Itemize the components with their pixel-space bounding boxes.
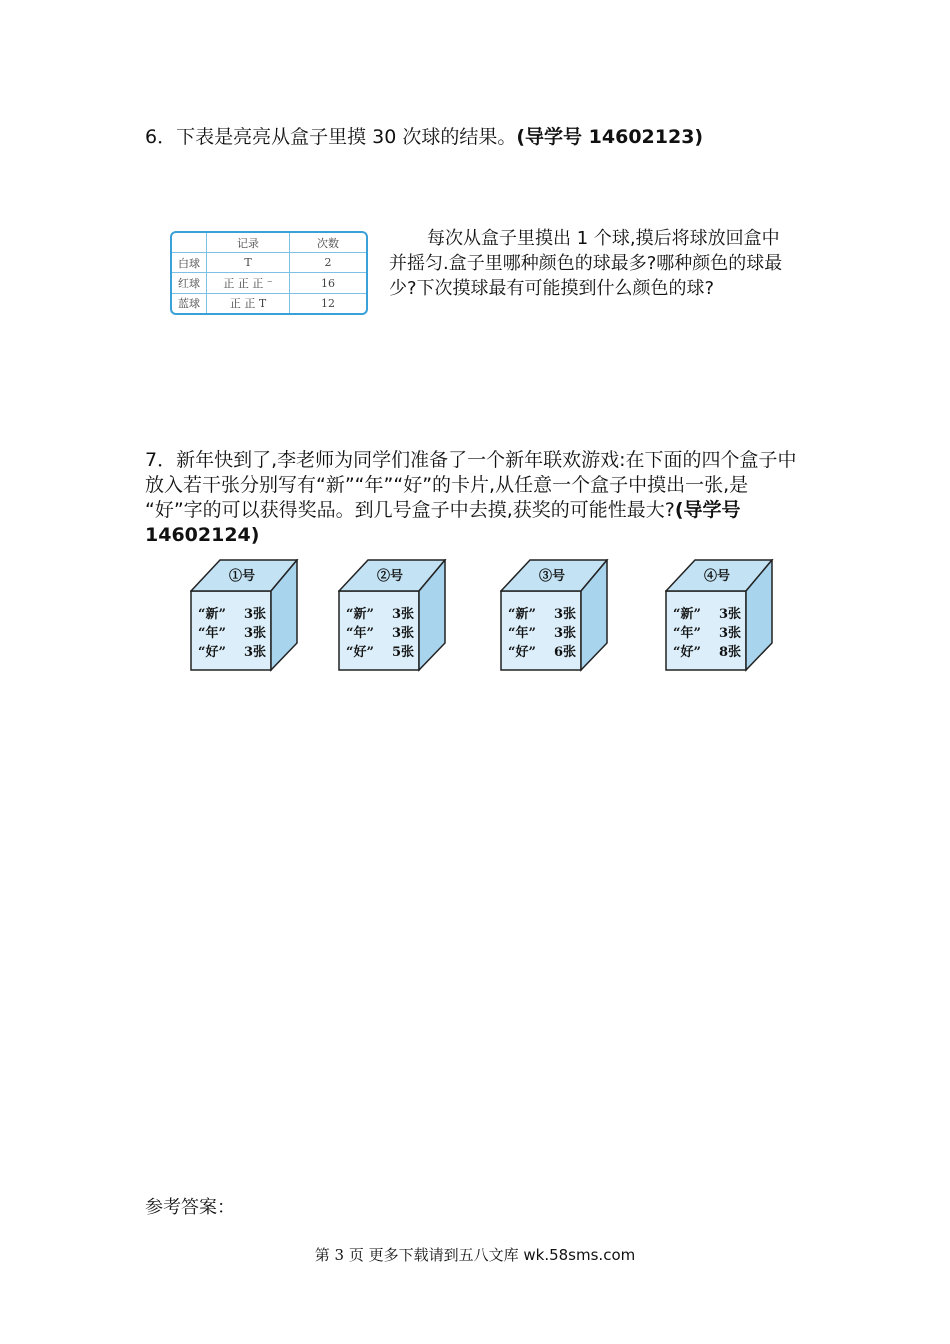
item-count: 3张 <box>243 626 266 641</box>
item-char: “年” <box>673 626 701 641</box>
item-count: 3张 <box>718 626 741 641</box>
q7-number: 7 <box>145 449 158 471</box>
box-contents <box>340 605 418 662</box>
tally-table <box>170 231 368 315</box>
row-tally: 正 正 正 ⁻ <box>207 273 290 293</box>
item-count: 3张 <box>391 626 414 641</box>
table-row <box>172 293 366 313</box>
q7-ref: (导学号 <box>674 499 741 521</box>
box-2 <box>338 559 448 673</box>
box-item <box>192 643 270 662</box>
q7-line-3-text: “好”字的可以获得奖品。到几号盒子中去摸,获奖的可能性最大? <box>145 499 675 521</box>
row-count: 16 <box>290 273 367 293</box>
item-char: “新” <box>673 607 701 622</box>
box-item <box>502 624 580 643</box>
box-contents <box>502 605 580 662</box>
box-label: ③号 <box>538 569 565 584</box>
row-tally: 正 正 T <box>207 293 290 313</box>
item-count: 6张 <box>553 645 576 660</box>
box-item <box>340 624 418 643</box>
box-4 <box>665 559 775 673</box>
box-label: ②号 <box>376 569 403 584</box>
item-char: “年” <box>508 626 536 641</box>
q7-line-3 <box>145 498 741 522</box>
item-char: “新” <box>198 607 226 622</box>
q6-heading <box>145 125 703 149</box>
row-color: 白球 <box>172 253 207 273</box>
table-header-cell: 记录 <box>207 233 290 253</box>
q6-ref: (导学号 14602123) <box>516 126 704 148</box>
box-label: ④号 <box>703 569 730 584</box>
answers-heading: 参考答案： <box>145 1197 235 1218</box>
table-row <box>172 273 366 293</box>
q6-paragraph <box>389 226 819 301</box>
q6-para-line: 少?下次摸球最有可能摸到什么颜色的球? <box>389 278 715 299</box>
item-char: “好” <box>346 645 374 660</box>
box-item <box>667 624 745 643</box>
box-item <box>667 605 745 624</box>
q7-line-4: 14602124) <box>145 524 260 546</box>
q7-line-1-text: ．新年快到了,李老师为同学们准备了一个新年联欢游戏:在下面的四个盒子中 <box>157 449 797 471</box>
box-item <box>192 605 270 624</box>
page-footer <box>0 1244 950 1265</box>
item-char: “新” <box>346 607 374 622</box>
box-item <box>502 643 580 662</box>
row-color: 蓝球 <box>172 293 207 313</box>
row-count: 12 <box>290 293 367 313</box>
item-char: “好” <box>673 645 701 660</box>
item-count: 3张 <box>553 626 576 641</box>
box-label: ①号 <box>228 569 255 584</box>
item-count: 3张 <box>391 607 414 622</box>
q7-line-1 <box>145 448 797 472</box>
box-item <box>502 605 580 624</box>
row-count: 2 <box>290 253 367 273</box>
box-3 <box>500 559 610 673</box>
item-count: 3张 <box>718 607 741 622</box>
item-count: 8张 <box>718 645 741 660</box>
box-item <box>192 624 270 643</box>
item-char: “年” <box>346 626 374 641</box>
box-item <box>340 643 418 662</box>
footer-text: 第 3 页 更多下载请到五八文库 <box>314 1246 524 1264</box>
table-header-cell: 次数 <box>290 233 367 253</box>
row-color: 红球 <box>172 273 207 293</box>
q6-number: 6 <box>145 126 158 148</box>
q6-text: ．下表是亮亮从盒子里摸 30 次球的结果。 <box>157 126 517 148</box>
item-char: “年” <box>198 626 226 641</box>
item-count: 3张 <box>553 607 576 622</box>
tally-table-grid <box>172 233 366 313</box>
box-item <box>340 605 418 624</box>
box-contents <box>667 605 745 662</box>
q6-para-line: 并摇匀.盒子里哪种颜色的球最多?哪种颜色的球最 <box>389 253 783 274</box>
table-row <box>172 253 366 273</box>
item-char: “新” <box>508 607 536 622</box>
footer-site-link[interactable]: wk.58sms.com <box>523 1246 636 1264</box>
box-1 <box>190 559 300 673</box>
row-tally: T <box>207 253 290 273</box>
q6-para-line: 每次从盒子里摸出 1 个球,摸后将球放回盒中 <box>427 228 780 249</box>
table-header-row <box>172 233 366 253</box>
item-char: “好” <box>508 645 536 660</box>
item-count: 5张 <box>391 645 414 660</box>
item-count: 3张 <box>243 607 266 622</box>
box-item <box>667 643 745 662</box>
q7-line-2: 放入若干张分别写有“新”“年”“好”的卡片,从任意一个盒子中摸出一张,是 <box>145 474 749 496</box>
box-contents <box>192 605 270 662</box>
table-header-cell <box>172 233 207 253</box>
item-char: “好” <box>198 645 226 660</box>
item-count: 3张 <box>243 645 266 660</box>
